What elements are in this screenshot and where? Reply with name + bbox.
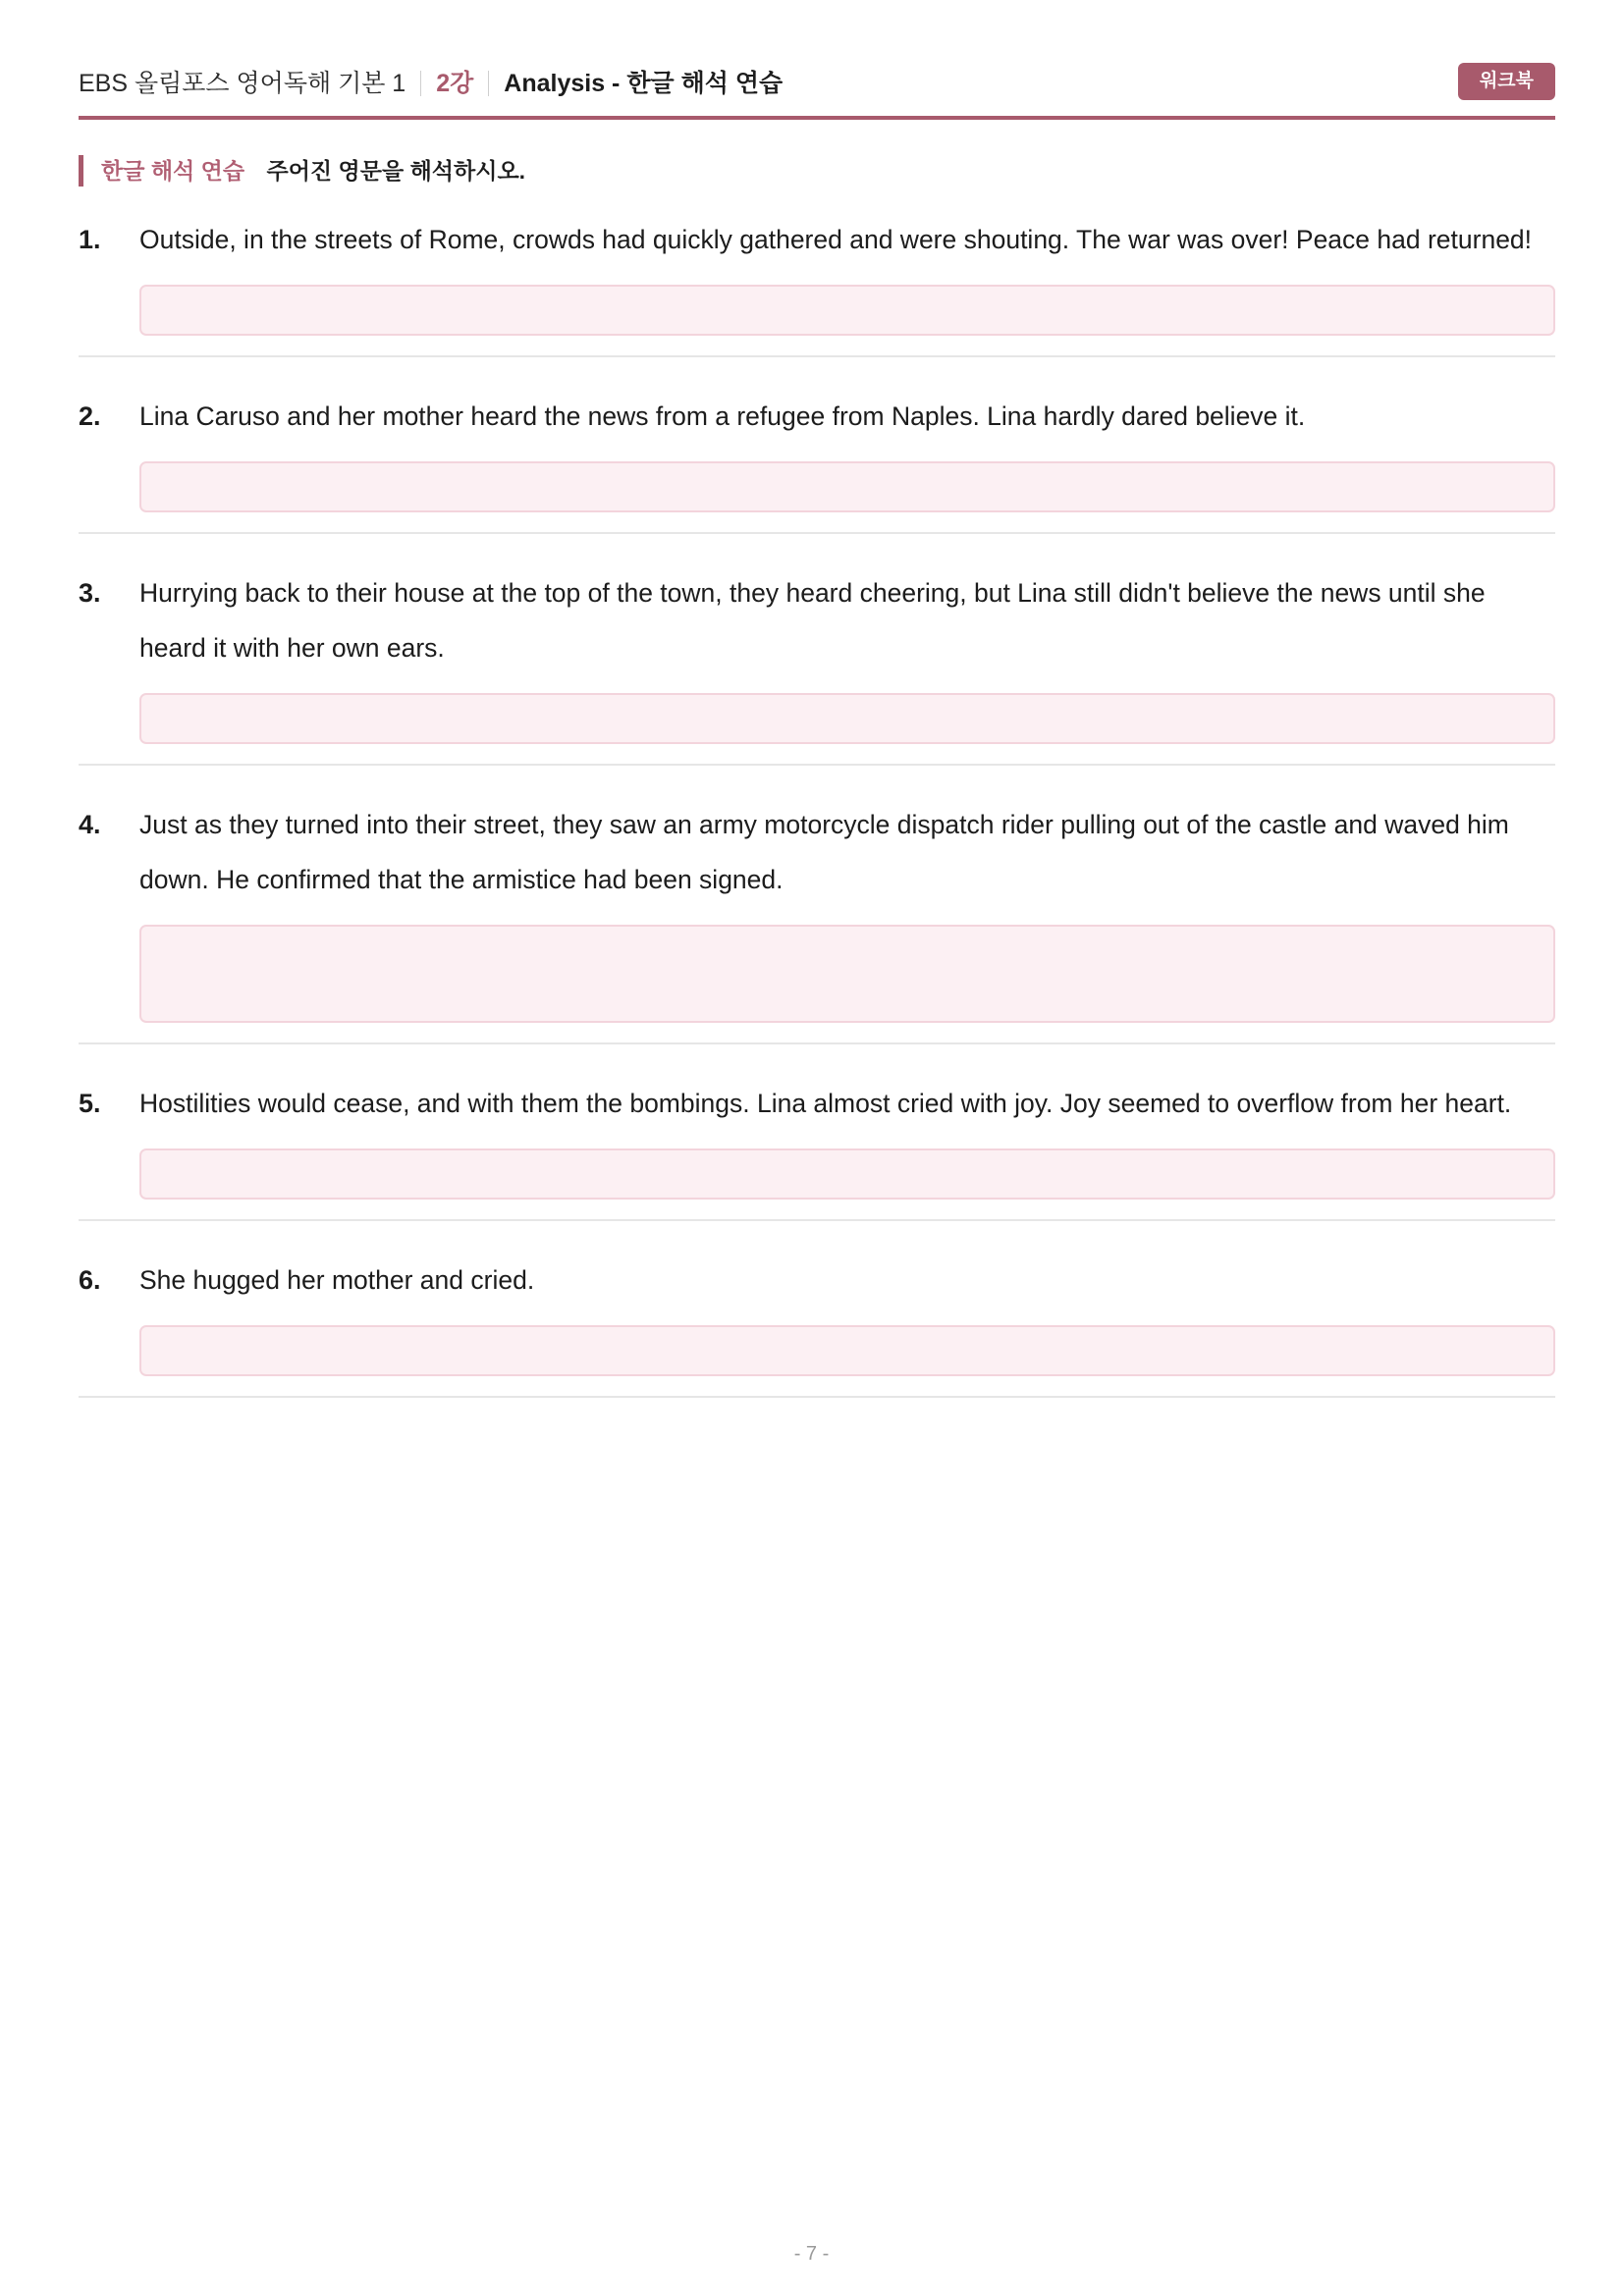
exercise-item [79,1235,1555,1398]
section-title: Analysis - 한글 해석 연습 [504,70,784,97]
exercise-list [79,194,1555,1412]
answer-field[interactable] [139,1325,1555,1376]
item-number: 1. [79,225,101,254]
header-divider [420,71,421,96]
header-breadcrumb [79,69,783,98]
item-number: 2. [79,401,101,431]
answer-field[interactable] [139,285,1555,336]
exercise-item [79,194,1555,357]
answer-field[interactable] [139,461,1555,512]
item-number: 3. [79,578,101,608]
item-number: 6. [79,1265,101,1295]
page-header [79,59,1555,120]
exercise-item [79,1058,1555,1221]
lesson-number: 2강 [436,70,474,97]
answer-field[interactable] [139,693,1555,744]
item-number: 5. [79,1089,101,1118]
english-sentence: Lina Caruso and her mother heard the news from a refugee from Naples. Lina hardly dared believe it. [139,401,1306,431]
exercise-item [79,371,1555,534]
english-sentence: She hugged her mother and cried. [139,1265,535,1295]
page-number: - 7 - [793,2243,830,2265]
english-sentence: Just as they turned into their street, they saw an army motorcycle dispatch rider pulling out of the castle and waved him down. He confirmed that the armistice had been signed. [139,810,1509,894]
book-title: EBS 올림포스 영어독해 기본 1 [79,70,406,97]
header-divider [488,71,489,96]
english-sentence: Hostilities would cease, and with them the bombings. Lina almost cried with joy. Joy seemed to overflow from her heart. [139,1089,1512,1118]
answer-field[interactable] [139,1148,1555,1200]
instruction-heading [79,155,525,187]
answer-field[interactable] [139,925,1555,1023]
english-sentence: Hurrying back to their house at the top of the town, they heard cheering, but Lina still didn't believe the news until she heard it with her own ears. [139,578,1486,663]
item-number: 4. [79,810,101,839]
workbook-badge: 워크북 [1458,63,1555,100]
english-sentence: Outside, in the streets of Rome, crowds had quickly gathered and were shouting. The war was over! Peace had returned! [139,225,1533,254]
instruction-text: 주어진 영문을 해석하시오. [266,158,526,184]
exercise-item [79,779,1555,1044]
exercise-item [79,548,1555,766]
instruction-label: 한글 해석 연습 [101,158,245,184]
